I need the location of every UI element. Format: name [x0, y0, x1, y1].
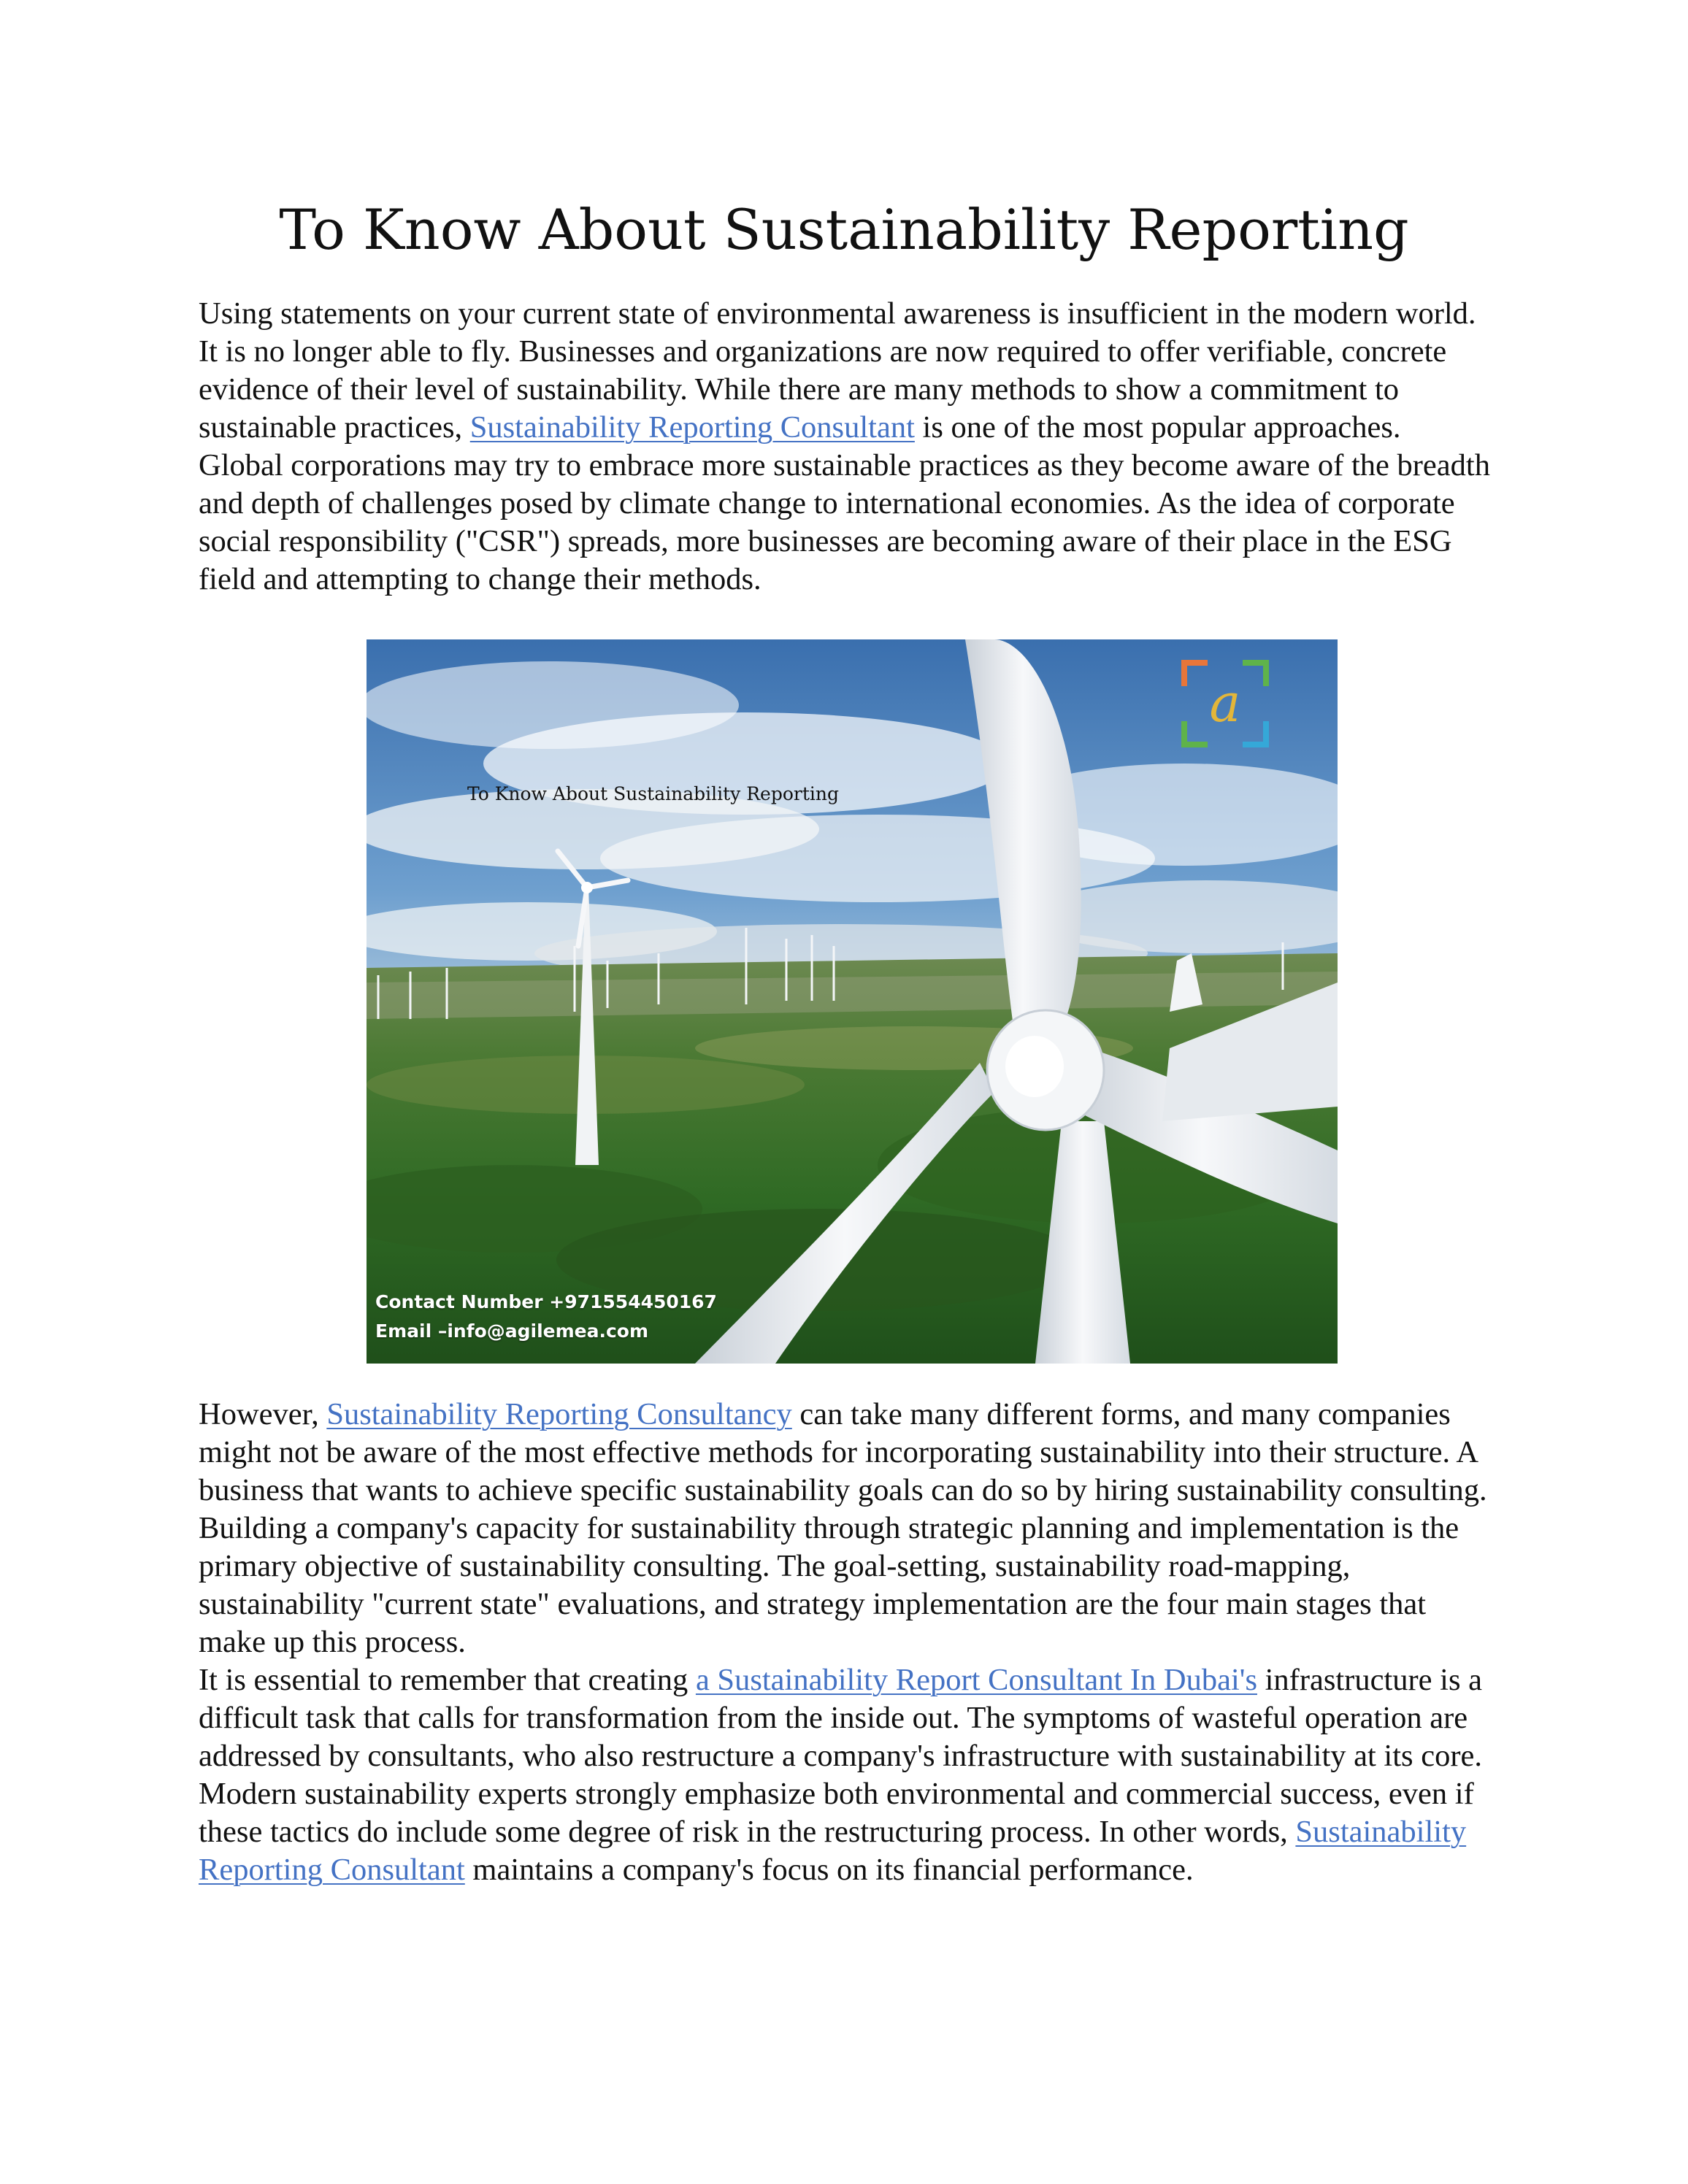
- main-paragraph-3: [199, 1661, 1491, 1889]
- intro-paragraph-2: Global corporations may try to embrace more sustainable practices as they become aware of the breadth and depth of challenges posed by climate change to international economies. As the idea of corporate social responsibility ("CSR") spreads, more businesses are becoming aware of their place in the ESG field and attempting to change their methods.: [199, 448, 1490, 596]
- main-p3-middle: infrastructure is a difficult task that calls for transformation from the inside out. The symptoms of wasteful operation are addressed by consultants, who also restructure a company's infrastructure with sustainability at its core. Modern sustainability experts strongly emphasize both environmental and commercial success, even if these tactics do include some degree of risk in the restructuring process. In other words,: [199, 1663, 1482, 1849]
- main-p3-after: maintains a company's focus on its financial performance.: [464, 1853, 1194, 1887]
- logo-letter: a: [1209, 672, 1241, 734]
- intro-text-before-link: Using statements on your current state of environmental awareness is insufficient in the modern world. It is no longer able to fly. Businesses and organizations are now required to offer verifiable, concrete evidence of their level of sustainability. While there are many methods to show a commitment to sustainable practices,: [199, 296, 1476, 445]
- main-p3-before: It is essential to remember that creating: [199, 1663, 696, 1697]
- sustainability-reporting-consultant-link-2[interactable]: Sustainability Reporting Consultant: [199, 1815, 1467, 1887]
- main-section: [199, 1396, 1491, 1889]
- intro-text-after-link: is one of the most popular approaches.: [914, 410, 1401, 445]
- email-text: Email –info@agilemea.com: [375, 1320, 649, 1342]
- contact-number-text: Contact Number +971554450167: [375, 1291, 717, 1312]
- agile-logo-icon: [1178, 657, 1272, 750]
- main-paragraph-2: Building a company's capacity for sustainability through strategic planning and implementation is the primary objective of sustainability consulting. The goal-setting, sustainability road-mapping, sustainability "current state" evaluations, and strategy implementation are the four main stages that make up this process.: [199, 1511, 1459, 1659]
- main-p1-after: can take many different forms, and many companies might not be aware of the most effective methods for incorporating sustainability into their structure. A business that wants to achieve specific sustainability goals can do so by hiring sustainability consulting.: [199, 1397, 1487, 1507]
- wind-turbine-image: [367, 639, 1338, 1364]
- intro-paragraph-1: [199, 295, 1491, 447]
- page-title: To Know About Sustainability Reporting: [279, 197, 1409, 262]
- sustainability-reporting-consultant-link[interactable]: Sustainability Reporting Consultant: [469, 410, 915, 445]
- sustainability-reporting-consultancy-link[interactable]: Sustainability Reporting Consultancy: [326, 1397, 792, 1431]
- image-caption: To Know About Sustainability Reporting: [467, 783, 839, 804]
- main-paragraph-1: [199, 1396, 1491, 1510]
- image-contact-info: [375, 1288, 717, 1346]
- main-p1-before: However,: [199, 1397, 327, 1431]
- sustainability-report-consultant-dubai-link[interactable]: a Sustainability Report Consultant In Dubai's: [695, 1663, 1257, 1697]
- intro-section: [199, 295, 1491, 599]
